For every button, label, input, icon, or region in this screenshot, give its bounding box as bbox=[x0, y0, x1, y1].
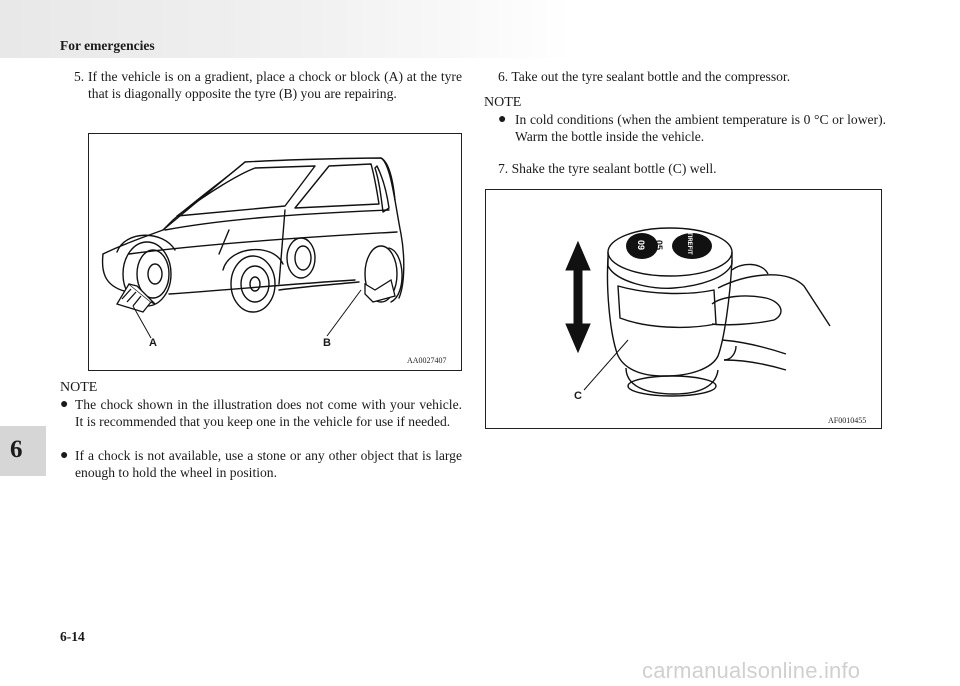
step-5: 5. If the vehicle is on a gradient, place a chock or block (A) at the tyre that is diagonally opposite the tyre (B) you are repairing. bbox=[74, 69, 462, 101]
note-item-right: In cold conditions (when the ambient temperature is 0 °C or lower). Warm the bottle inside the vehicle. bbox=[515, 112, 886, 144]
section-title: For emergencies bbox=[60, 38, 155, 53]
car-illustration bbox=[89, 134, 461, 370]
figure-chock-placement bbox=[88, 133, 462, 371]
note-item-2: If a chock is not available, use a stone or any other object that is large enough to hold the wheel in position. bbox=[75, 448, 462, 480]
figure-code: AA0027407 bbox=[407, 356, 447, 365]
chock-illustration bbox=[117, 284, 155, 312]
bullet-icon: ● bbox=[60, 397, 69, 412]
note-item-1: The chock shown in the illustration does not come with your vehicle. It is recommended that you keep one in the vehicle for use if needed. bbox=[75, 397, 462, 429]
step-7: 7. Shake the tyre sealant bottle (C) well. bbox=[498, 161, 717, 176]
note-heading-right: NOTE bbox=[484, 95, 522, 110]
cap-text-3: TIREFIT bbox=[686, 232, 692, 255]
bullet-icon: ● bbox=[60, 448, 69, 463]
cap-text-1: 09 bbox=[636, 240, 646, 251]
bottle-illustration bbox=[486, 190, 881, 428]
figure-code: AF0010455 bbox=[828, 416, 867, 425]
watermark: carmanualsonline.info bbox=[642, 658, 861, 683]
chapter-tab bbox=[0, 426, 46, 476]
label-c: C bbox=[574, 390, 582, 402]
label-a: A bbox=[149, 337, 157, 349]
figure-sealant-bottle bbox=[485, 189, 882, 429]
shake-arrow-icon bbox=[566, 242, 590, 352]
step-6: 6. Take out the tyre sealant bottle and the compressor. bbox=[498, 69, 791, 84]
note-heading-left: NOTE bbox=[60, 380, 98, 395]
bullet-icon: ● bbox=[498, 112, 507, 127]
page-number: 6-14 bbox=[60, 629, 85, 644]
label-b: B bbox=[323, 337, 331, 349]
cap-text-2: 05 bbox=[654, 240, 664, 251]
chapter-number: 6 bbox=[10, 436, 23, 463]
block-illustration bbox=[365, 280, 395, 302]
